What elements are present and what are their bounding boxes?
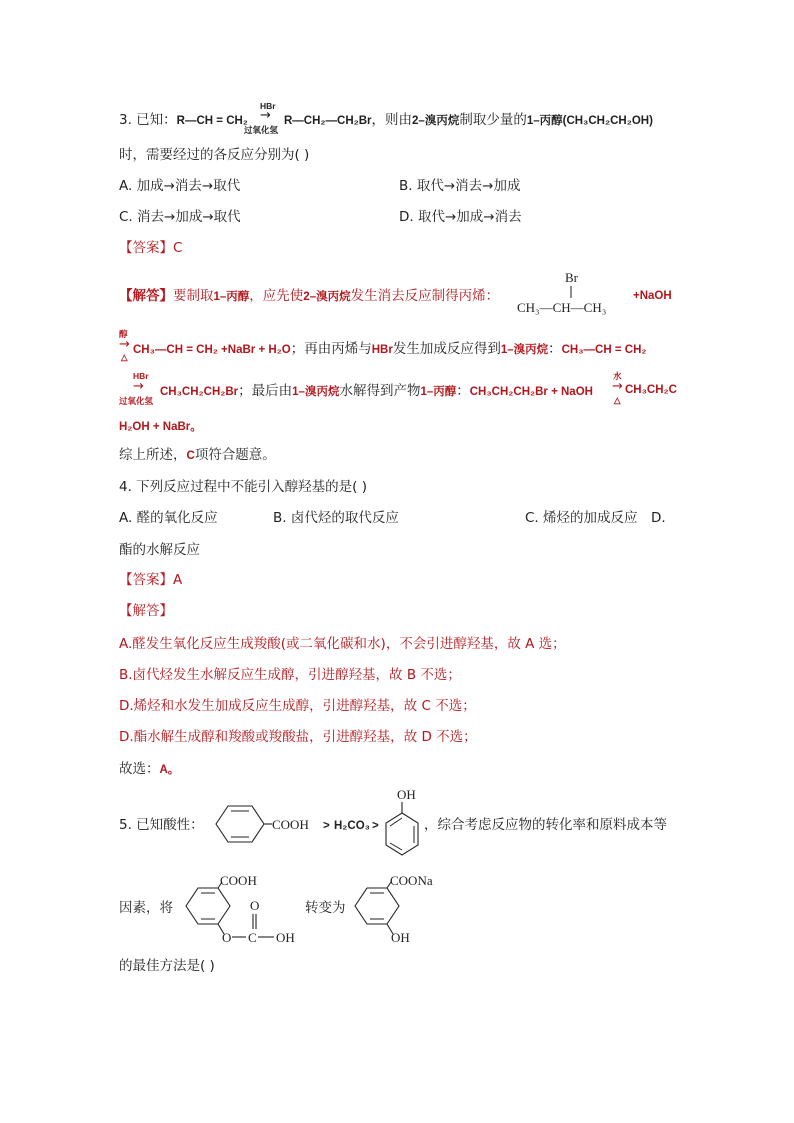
q3-explanation-line4: H₂OH + NaBr。 — [119, 421, 202, 433]
reaction-arrow-icon: → — [612, 379, 623, 394]
reactant-structure — [174, 872, 304, 948]
q4-option-a: A. 醛的氧化反应 — [119, 510, 218, 526]
q3-arrow4-top: 水 — [613, 371, 622, 381]
q4-exp-line: A.醛发生氧化反应生成羧酸(或二氧化碳和水)，不会引进醇羟基，故 A 选； — [119, 636, 566, 652]
q3-stem-line1: 3. 已知：R—CH = CH₂ — [119, 112, 248, 128]
q4-option-c: C. 烯烃的加成反应 — [525, 510, 638, 526]
q3-arrow-top: HBr — [260, 101, 276, 111]
q4-final: 故选：A。 — [119, 761, 180, 777]
svg-text:OH: OH — [276, 930, 295, 945]
q4-option-d-cont: 酯的水解反应 — [119, 542, 200, 558]
q4-exp-tag: 【解答】 — [119, 603, 173, 619]
q3-option-d: D. 取代→加成→消去 — [399, 209, 522, 225]
q5-line2-mid: 转变为 — [305, 900, 346, 916]
q3-arrow4-bottom: △ — [614, 395, 621, 405]
q4-option-b: B. 卤代烃的取代反应 — [273, 510, 399, 526]
q4-exp-line: B.卤代烃发生水解反应生成醇，引进醇羟基，故 B 不选； — [119, 667, 461, 683]
benzoic-acid-structure — [206, 800, 322, 848]
q5-stem-post: ，综合考虑反应物的转化率和原料成本等 — [424, 817, 667, 833]
q5-gt1: > — [323, 820, 330, 832]
svg-text:OH: OH — [397, 787, 416, 802]
q4-exp-line: D.酯水解生成醇和羧酸或羧酸盐，引进醇羟基，故 D 不选； — [119, 729, 477, 745]
q3-arrow3-top: HBr — [133, 371, 149, 381]
q5-gt2: > — [372, 820, 379, 832]
svg-text:C: C — [248, 930, 257, 945]
q3-arrow3-bottom: 过氧化氢 — [119, 396, 154, 406]
q4-answer: 【答案】A — [119, 572, 183, 588]
reaction-arrow-icon: → — [133, 379, 144, 394]
q3-arrow2-top: 醇 — [119, 329, 128, 339]
q3-option-a: A. 加成→消去→取代 — [119, 178, 241, 194]
q3-stem-line2: 时，需要经过的各反应分别为( ) — [119, 147, 310, 163]
svg-text:O: O — [250, 898, 260, 913]
q5-line2-pre: 因素，将 — [119, 900, 173, 916]
q5-line3: 的最佳方法是( ) — [119, 958, 215, 974]
reaction-arrow-icon: → — [260, 108, 271, 123]
q3-explanation-line3-end: CH₃CH₂C — [625, 384, 677, 396]
q3-reaction-left: R—CH = CH₂ — [176, 115, 248, 127]
q3-naoh: +NaOH — [633, 290, 672, 302]
svg-text:OH: OH — [391, 930, 410, 945]
svg-text:O: O — [222, 930, 232, 945]
q3-arrow2-bottom: △ — [121, 352, 128, 362]
product-structure — [345, 872, 455, 948]
svg-text:Br: Br — [565, 270, 578, 285]
q3-summary: 综上所述，C项符合题意。 — [119, 447, 276, 463]
q3-option-c: C. 消去→加成→取代 — [119, 209, 241, 225]
svg-text:COOH: COOH — [220, 873, 257, 888]
q3-option-b: B. 取代→消去→加成 — [399, 178, 521, 194]
q5-h2co3: H₂CO₃ — [334, 820, 370, 832]
phenol-structure — [380, 785, 424, 861]
q4-stem: 4. 下列反应过程中不能引入醇羟基的是( ) — [119, 479, 367, 495]
q4-exp-line: D.烯烃和水发生加成反应生成醇，引进醇羟基，故 C 不选； — [119, 698, 476, 714]
q4-option-d: D. — [651, 510, 666, 526]
q3-arrow-bottom: 过氧化氢 — [244, 125, 279, 135]
svg-text:CH₃—CH—CH₃: CH₃—CH—CH₃ — [517, 300, 607, 315]
q3-answer: 【答案】C — [119, 240, 183, 256]
svg-text:COOH: COOH — [272, 817, 309, 832]
reaction-arrow-icon: → — [119, 337, 130, 352]
q5-stem-pre: 5. 已知酸性： — [119, 817, 204, 833]
svg-text:COONa: COONa — [390, 873, 433, 888]
q3-explanation-line1: 【解答】要制取1–丙醇，应先使2–溴丙烷发生消去反应制得丙烯： — [119, 288, 500, 304]
bromopropane-structure — [515, 268, 633, 316]
q3-stem-line1-right: R—CH₂—CH₂Br，则由2–溴丙烷制取少量的1–丙醇(CH₃CH₂CH₂OH) — [284, 112, 653, 128]
q3-explanation-line2: CH₃—CH = CH₂ +NaBr + H₂O；再由丙烯与HBr发生加成反应得到1–溴丙烷：CH₃—CH = CH₂ — [133, 341, 647, 357]
q3-explanation-line3: CH₃CH₂CH₂Br；最后由1–溴丙烷水解得到产物1–丙醇：CH₃CH₂CH₂Br + NaOH — [160, 383, 593, 399]
